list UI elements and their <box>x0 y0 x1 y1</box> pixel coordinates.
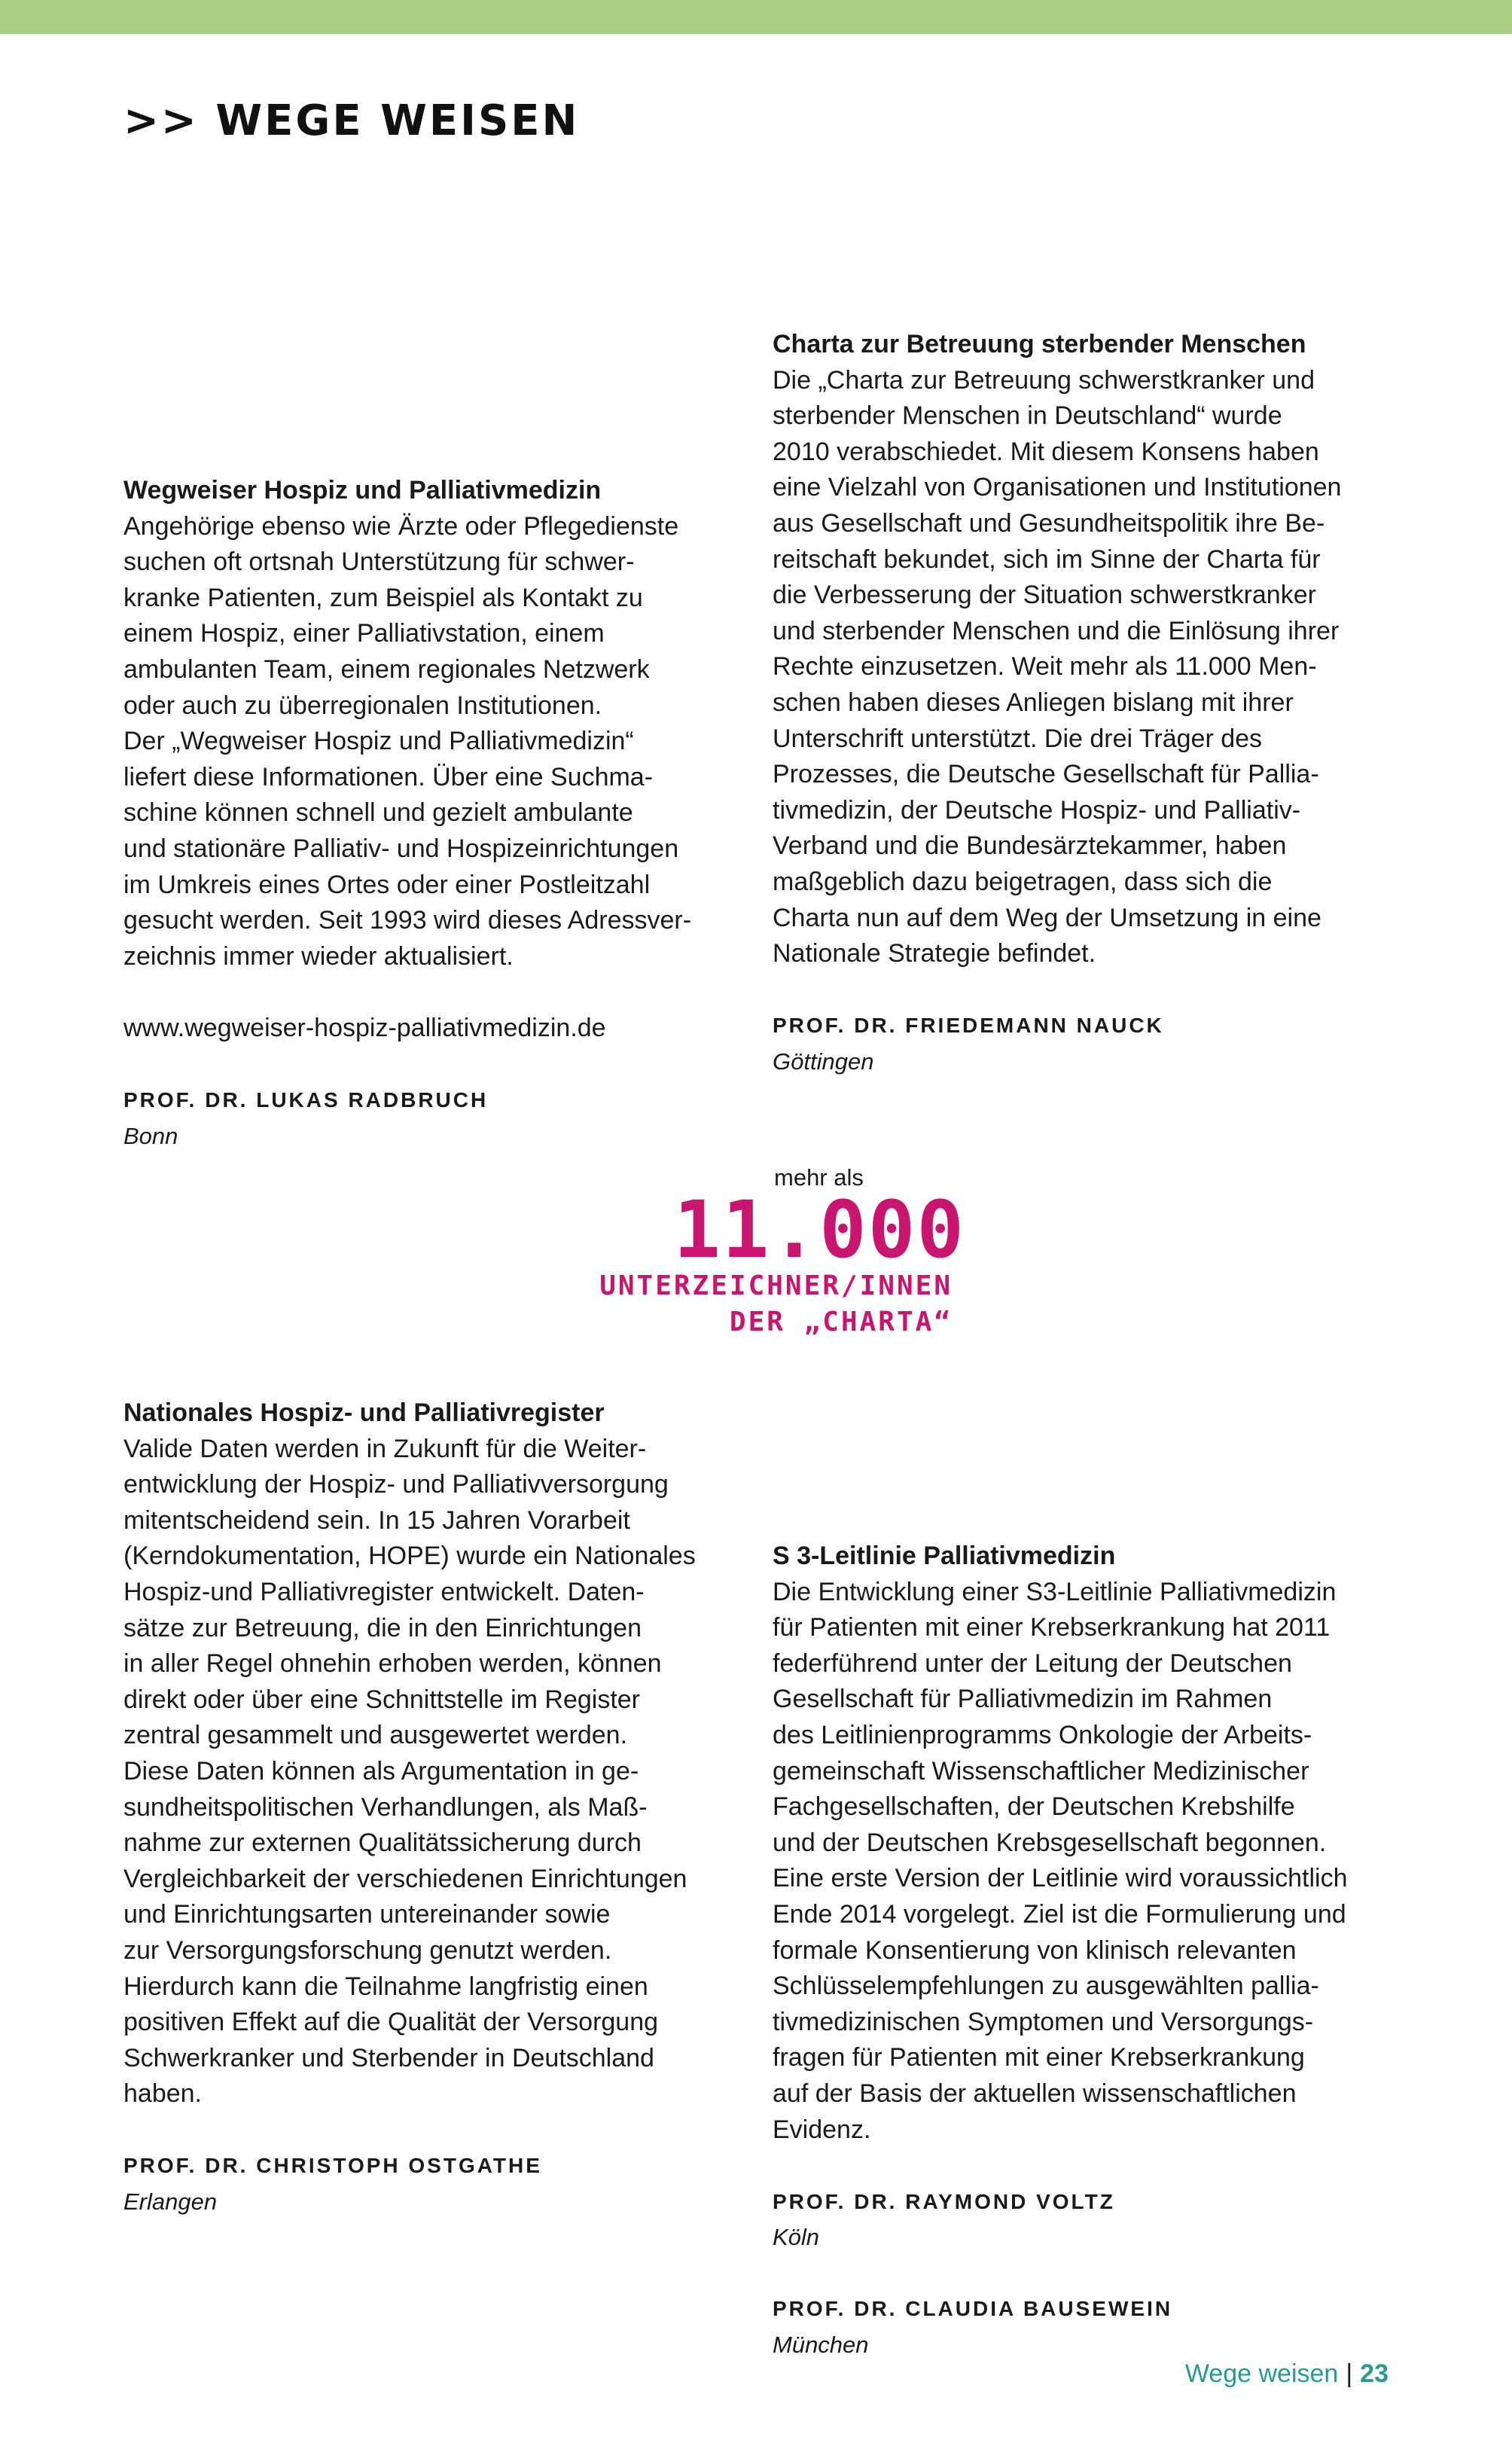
body-line: entwicklung der Hospiz- und Palliativversorgung <box>123 1470 669 1499</box>
author-name: PROF. DR. LUKAS RADBRUCH <box>123 1088 489 1112</box>
body-line: zeichnis immer wieder aktualisiert. <box>123 941 514 971</box>
body-line: sterbender Menschen in Deutschland“ wurde <box>773 401 1282 431</box>
body-line: Schlüsselempfehlungen zu ausgewählten pallia- <box>773 1972 1319 2001</box>
body-line: und Einrichtungsarten untereinander sowie <box>123 1900 611 1929</box>
body-line: reitschaft bekundet, sich im Sinne der Charta für <box>773 544 1321 574</box>
body-line: Prozesses, die Deutsche Gesellschaft für Pallia- <box>773 760 1319 789</box>
footer-separator: | <box>1346 2359 1353 2388</box>
body-line: Eine erste Version der Leitlinie wird voraussichtlich <box>773 1864 1348 1893</box>
body-line: zentral gesammelt und ausgewertet werden. <box>123 1721 628 1750</box>
body-line: und der Deutschen Krebsgesellschaft begonnen. <box>773 1828 1327 1857</box>
body-line: eine Vielzahl von Organisationen und Institutionen <box>773 473 1342 502</box>
section-charta <box>773 327 1390 1079</box>
body-line: positiven Effekt auf die Qualität der Versorgung <box>123 2008 659 2037</box>
body-line: Hospiz-und Palliativregister entwickelt. Daten- <box>123 1577 645 1606</box>
body-line: formale Konsentierung von klinisch relevanten <box>773 1935 1297 1965</box>
section-body <box>773 1575 1390 2149</box>
body-line: und sterbender Menschen und die Einlösung ihrer <box>773 616 1340 645</box>
body-line: in aller Regel ohnehin erhoben werden, können <box>123 1649 662 1679</box>
page-header: >> WEGE WEISEN <box>123 96 580 145</box>
top-accent-bar <box>0 0 1512 34</box>
body-line: Evidenz. <box>773 2115 871 2144</box>
body-line: Ende 2014 vorgelegt. Ziel ist die Formulierung und <box>773 1899 1346 1929</box>
author-city: Köln <box>773 2224 820 2251</box>
body-line: des Leitlinienprogramms Onkologie der Arbeits- <box>773 1720 1312 1749</box>
author-name: PROF. DR. CLAUDIA BAUSEWEIN <box>773 2297 1173 2321</box>
body-line: oder auch zu überregionalen Institutionen. <box>123 691 602 720</box>
body-line: schine können schnell und gezielt ambulante <box>123 798 633 828</box>
body-line: Charta nun auf dem Weg der Umsetzung in eine <box>773 903 1321 932</box>
body-line: auf der Basis der aktuellen wissenschaftlichen <box>773 2078 1297 2108</box>
footer-section: Wege weisen <box>1184 2359 1339 2388</box>
section-leitlinie <box>773 1539 1390 2363</box>
body-line: federführend unter der Leitung der Deutschen <box>773 1648 1292 1678</box>
section-body <box>123 509 741 975</box>
body-line: und stationäre Palliativ- und Hospizeinrichtungen <box>123 834 679 863</box>
body-line: Fachgesellschaften, der Deutschen Krebshilfe <box>773 1792 1295 1822</box>
section-title: Nationales Hospiz- und Palliativregister <box>123 1398 605 1427</box>
body-line: Valide Daten werden in Zukunft für die Weiter- <box>123 1434 647 1463</box>
body-line: Schwerkranker und Sterbender in Deutschland <box>123 2043 654 2072</box>
author-city: Göttingen <box>773 1048 874 1075</box>
body-line: zur Versorgungsforschung genutzt werden. <box>123 1935 612 1965</box>
section-body <box>123 1432 741 2112</box>
body-line: sundheitspolitischen Verhandlungen, als Maß- <box>123 1792 648 1822</box>
body-line: sätze zur Betreuung, die in den Einrichtungen <box>123 1613 642 1642</box>
body-line: direkt oder über eine Schnittstelle im Register <box>123 1685 640 1714</box>
body-line: (Kerndokumentation, HOPE) wurde ein Nationales <box>123 1542 696 1571</box>
section-title: Wegweiser Hospiz und Palliativmedizin <box>123 476 602 505</box>
body-line: tivmedizinischen Symptomen und Versorgungs- <box>773 2007 1314 2036</box>
stat-label-line2: DER „CHARTA“ <box>729 1307 953 1337</box>
body-line: haben. <box>123 2079 202 2109</box>
body-line: 2010 verabschiedet. Mit diesem Konsens haben <box>773 437 1319 466</box>
body-line: im Umkreis eines Ortes oder einer Postleitzahl <box>123 870 651 899</box>
section-body <box>773 363 1390 972</box>
body-line: Unterschrift unterstützt. Die drei Träger des <box>773 724 1263 753</box>
section-title: S 3-Leitlinie Palliativmedizin <box>773 1542 1116 1570</box>
author-name: PROF. DR. RAYMOND VOLTZ <box>773 2189 1115 2213</box>
author-name: PROF. DR. FRIEDEMANN NAUCK <box>773 1014 1164 1038</box>
body-line: Rechte einzusetzen. Weit mehr als 11.000 Men- <box>773 652 1317 682</box>
body-line: Diese Daten können als Argumentation in ge- <box>123 1756 639 1786</box>
body-line: Angehörige ebenso wie Ärzte oder Pflegedienste <box>123 511 679 541</box>
section-register <box>123 1395 741 2220</box>
author-name: PROF. DR. CHRISTOPH OSTGATHE <box>123 2154 542 2178</box>
body-line: einem Hospiz, einer Palliativstation, einem <box>123 619 605 648</box>
body-line: Vergleichbarkeit der verschiedenen Einrichtungen <box>123 1864 687 1893</box>
website-link[interactable]: www.wegweiser-hospiz-palliativmedizin.de <box>123 1013 606 1042</box>
stat-number: 11.000 <box>673 1184 965 1276</box>
body-line: Nationale Strategie befindet. <box>773 939 1096 968</box>
author-city: München <box>773 2332 869 2359</box>
body-line: Verband und die Bundesärztekammer, haben <box>773 831 1287 861</box>
author-city: Bonn <box>123 1122 178 1149</box>
page-number: 23 <box>1360 2359 1389 2388</box>
body-line: für Patienten mit einer Krebserkrankung hat 2011 <box>773 1613 1331 1642</box>
body-line: maßgeblich dazu beigetragen, dass sich die <box>773 867 1273 896</box>
body-line: Die Entwicklung einer S3-Leitlinie Palliativmedizin <box>773 1577 1337 1606</box>
body-line: gesucht werden. Seit 1993 wird dieses Adressver- <box>123 906 692 935</box>
body-line: aus Gesellschaft und Gesundheitspolitik ihre Be- <box>773 508 1325 538</box>
body-line: fragen für Patienten mit einer Krebserkrankung <box>773 2043 1305 2072</box>
body-line: die Verbesserung der Situation schwerstkranker <box>773 581 1316 610</box>
stat-prefix: mehr als <box>774 1164 864 1191</box>
body-line: schen haben dieses Anliegen bislang mit ihrer <box>773 688 1294 717</box>
body-line: tivmedizin, der Deutsche Hospiz- und Palliativ- <box>773 795 1301 825</box>
section-title: Charta zur Betreuung sterbender Menschen <box>773 330 1306 358</box>
body-line: kranke Patienten, zum Beispiel als Kontakt zu <box>123 583 643 612</box>
author-city: Erlangen <box>123 2188 218 2216</box>
body-line: ambulanten Team, einem regionales Netzwerk <box>123 654 650 684</box>
body-line: Der „Wegweiser Hospiz und Palliativmedizin“ <box>123 727 634 756</box>
body-line: liefert diese Informationen. Über eine Suchma- <box>123 762 654 791</box>
section-wegweiser <box>123 473 741 1154</box>
body-line: suchen oft ortsnah Unterstützung für schwer- <box>123 547 635 577</box>
body-line: Die „Charta zur Betreuung schwerstkranker und <box>773 365 1315 395</box>
body-line: Gesellschaft für Palliativmedizin im Rahmen <box>773 1685 1273 1714</box>
body-line: mitentscheidend sein. In 15 Jahren Vorarbeit <box>123 1505 630 1535</box>
page-footer <box>1185 2359 1389 2389</box>
body-line: gemeinschaft Wissenschaftlicher Medizinischer <box>773 1756 1309 1786</box>
body-line: nahme zur externen Qualitätssicherung durch <box>123 1828 642 1858</box>
body-line: Hierdurch kann die Teilnahme langfristig einen <box>123 1972 648 2001</box>
stat-label-line1: UNTERZEICHNER/INNEN <box>599 1270 953 1301</box>
